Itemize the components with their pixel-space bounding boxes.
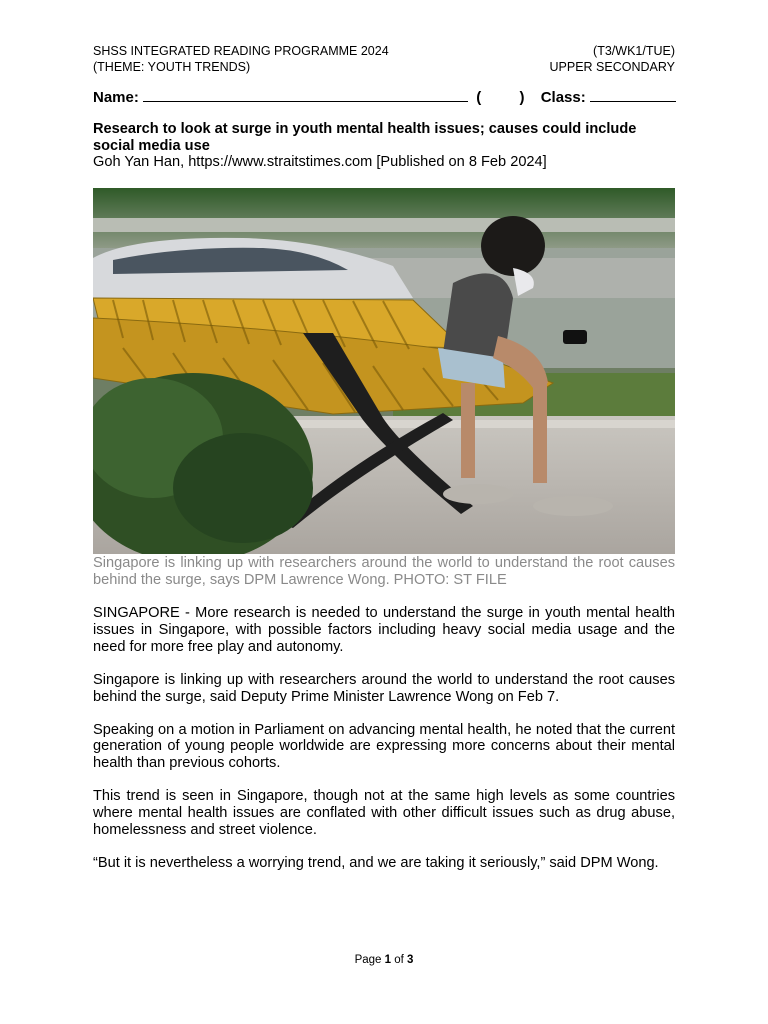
student-details-line xyxy=(93,86,678,106)
theme-label: (THEME: YOUTH TRENDS) xyxy=(93,60,251,74)
article-byline: Goh Yan Han, https://www.straitstimes.com [Published on 8 Feb 2024] xyxy=(93,154,547,170)
page-number xyxy=(0,954,768,966)
index-paren-close: ) xyxy=(519,89,525,106)
article-photo xyxy=(93,188,675,554)
programme-title: SHSS INTEGRATED READING PROGRAMME 2024 xyxy=(93,44,389,58)
name-label: Name: xyxy=(93,89,139,106)
level-label: UPPER SECONDARY xyxy=(549,60,675,74)
lesson-code: (T3/WK1/TUE) xyxy=(593,44,675,58)
article-paragraph: Singapore is linking up with researchers around the world to understand the root causes behind the surge, said Deputy Prime Minister Lawrence Wong on Feb 7. xyxy=(93,671,675,705)
class-label: Class: xyxy=(540,89,586,106)
photo-caption: Singapore is linking up with researchers around the world to understand the root causes behind the surge, says DPM Lawrence Wong. PHOTO: ST FILE xyxy=(93,555,675,588)
class-blank[interactable] xyxy=(590,86,676,102)
name-blank[interactable] xyxy=(143,86,468,102)
page-current: 1 xyxy=(384,954,392,966)
page-word: Page xyxy=(354,954,382,966)
page-header xyxy=(93,43,675,75)
article-paragraph: SINGAPORE - More research is needed to understand the surge in youth mental health issues in Singapore, with possible factors including heavy social media usage and the need for more free play and autonomy. xyxy=(93,605,675,655)
article-paragraph: Speaking on a motion in Parliament on advancing mental health, he noted that the current generation of young people worldwide are expressing more concerns about their mental health than previous cohorts. xyxy=(93,721,675,772)
article-paragraph: “But it is nevertheless a worrying trend, and we are taking it seriously,” said DPM Wong. xyxy=(93,854,659,871)
index-paren-open: ( xyxy=(476,89,482,106)
page-of: of xyxy=(394,954,404,966)
article-headline: Research to look at surge in youth mental health issues; causes could include social media use xyxy=(93,121,637,154)
page-total: 3 xyxy=(407,954,414,966)
article-paragraph: This trend is seen in Singapore, though not at the same high levels as some countries where mental health issues are conflated with other difficult issues such as drug abuse, homelessness and street violence. xyxy=(93,788,675,839)
article-body xyxy=(93,605,675,888)
